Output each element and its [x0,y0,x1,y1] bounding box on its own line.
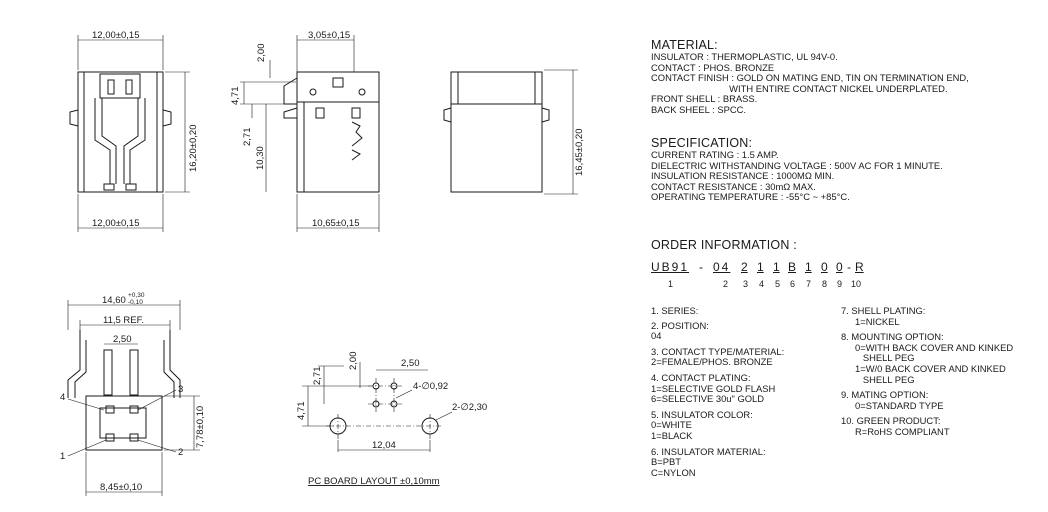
option-line: 04 [651,330,662,342]
dim-side-top: 3,05±0,15 [308,30,351,41]
option-title: 2. POSITION: [651,319,709,331]
option-title: 5. INSULATOR COLOR: [651,408,753,420]
option-line: 0=WHITE [651,419,692,431]
material-list [651,52,969,116]
option-line: 1=W/0 BACK COVER AND KINKED [855,362,1006,374]
option-line: C=NYLON [651,466,696,478]
specification-list [651,150,943,203]
option-line: 1=NICKEL [855,315,900,327]
option-line: 1=SELECTIVE GOLD FLASH [651,382,776,394]
code-index: 5 [775,279,781,289]
code-index: 4 [759,279,765,289]
code-index: 6 [790,279,796,289]
dim-pcb-pegs: 2-∅2,30 [452,402,488,413]
material-title: MATERIAL: [651,38,718,52]
dim-side-200: 2,00 [256,43,267,62]
dim-bottom-inner-width: 8,45±0,10 [100,482,143,493]
dim-side-1030: 10,30 [255,146,266,170]
code-sep-1: - [699,260,703,274]
code-green: R [855,260,864,274]
pin-label-3: 3 [178,384,184,395]
material-line: BACK SHEEL : SPCC. [651,103,746,115]
side-view [230,30,379,232]
code-color: 1 [773,260,780,274]
rear-view [444,70,585,194]
spec-line: CURRENT RATING : 1.5 AMP. [651,149,779,160]
option-title: 4. CONTACT PLATING: [651,371,751,383]
code-series: UB91 [651,260,690,274]
dim-rear-height: 16,45±0,20 [574,128,585,176]
dim-side-width: 10,65±0,15 [312,218,360,229]
code-index: 10 [851,279,862,289]
code-mating: 0 [836,260,843,274]
option-line: 6=SELECTIVE 30u" GOLD [651,393,765,405]
code-shell: 1 [805,260,812,274]
code-material: B [788,260,797,274]
code-index: 1 [668,279,674,289]
code-index: 2 [723,279,729,289]
code-index: 8 [822,279,828,289]
code-index: 3 [743,279,749,289]
option-line: SHELL PEG [855,352,915,364]
dim-bottom-tol-upper: +0,30 [128,292,145,299]
option-title: 10. GREEN PRODUCT: [841,415,941,427]
code-mounting: 0 [821,260,828,274]
option-line: 2=FEMALE/PHOS. BRONZE [651,356,773,368]
spec-line: DIELECTRIC WITHSTANDING VOLTAGE : 500V AC FOR 1 MINUTE. [651,159,943,171]
option-line: 0=STANDARD TYPE [855,399,944,411]
option-title: 8. MOUNTING OPTION: [841,331,944,343]
dim-bottom-pitch: 2,50 [113,334,132,345]
front-view [70,30,199,232]
spec-line: CONTACT RESISTANCE : 30mΩ MAX. [651,180,816,192]
code-position: 04 [713,260,731,274]
code-plating: 1 [757,260,764,274]
spec-line: INSULATION RESISTANCE : 1000MΩ MIN. [651,170,835,182]
option-line: B=PBT [651,456,681,468]
options-left [651,306,784,478]
code-index: 7 [806,279,812,289]
specification-title: SPECIFICATION: [651,136,753,150]
pin-label-1: 1 [60,451,66,462]
option-line: SHELL PEG [855,373,915,385]
code-index: 9 [837,279,843,289]
option-line: R=RoHS COMPLIANT [855,425,950,437]
pin-label-4: 4 [60,392,66,403]
code-contact-type: 2 [741,260,748,274]
material-line: CONTACT FINISH : GOLD ON MATING END, TIN ON TERMINATION END, [651,72,969,84]
pcb-caption: PC BOARD LAYOUT ±0,10mm [308,476,440,487]
spec-line: OPERATING TEMPERATURE : -55°C ~ +85°C. [651,191,850,203]
dim-pcb-250: 2,50 [401,358,420,369]
dim-side-471: 4,71 [230,86,241,105]
option-title: 9. MATING OPTION: [841,389,929,401]
code-sep-2: - [847,260,851,274]
bottom-view [60,292,206,496]
dim-front-width-bottom: 12,00±0,15 [92,218,140,229]
order-title: ORDER INFORMATION : [651,238,797,252]
dim-bottom-height: 7,78±0,10 [195,405,206,448]
material-line: CONTACT : PHOS. BRONZE [651,61,775,73]
material-line: FRONT SHELL : BRASS. [651,93,758,105]
dim-side-271: 2,71 [242,127,253,146]
pin-label-2: 2 [178,447,184,458]
dim-bottom-tol-lower: -0,10 [128,299,143,306]
material-line: WITH ENTIRE CONTACT NICKEL UNDERPLATED. [651,82,948,94]
dim-bottom-ref: 11,5 REF. [103,315,145,326]
dim-pcb-1204: 12,04 [372,440,396,451]
dim-pcb-271: 2,71 [312,366,323,385]
option-title: 7. SHELL PLATING: [841,305,926,316]
options-right [841,306,1013,438]
option-line: 1=BLACK [651,429,693,441]
material-line: INSULATOR : THERMOPLASTIC, UL 94V-0. [651,51,838,62]
dim-pcb-holes: 4-∅0,92 [413,381,449,392]
dim-pcb-200: 2,00 [348,351,359,370]
pcb-layout [296,352,487,488]
option-title: 6. INSULATOR MATERIAL: [651,445,766,457]
dim-front-width-top: 12,00±0,15 [92,30,140,41]
dim-pcb-471: 4,71 [296,401,307,420]
dim-bottom-width: 14,60 [102,295,126,306]
option-line: 0=WITH BACK COVER AND KINKED [855,341,1014,353]
dim-front-height: 16,20±0,20 [188,124,199,172]
option-title: 3. CONTACT TYPE/MATERIAL: [651,345,785,357]
option-title: 1. SERIES: [651,305,699,316]
